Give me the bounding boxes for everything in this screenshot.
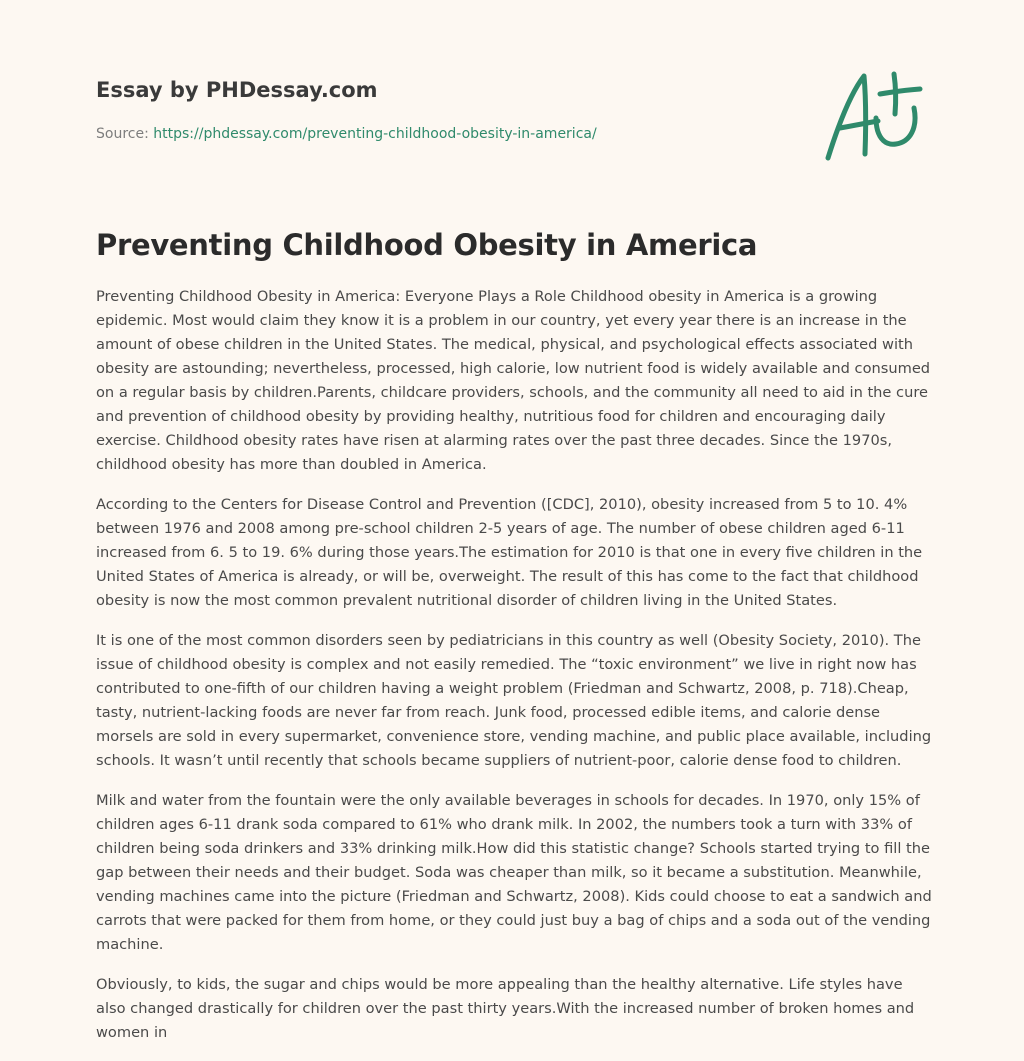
essay-header <box>96 76 796 144</box>
essay-paragraph: Obviously, to kids, the sugar and chips would be more appealing than the healthy alternative. Life styles have also changed drastically for children over the past thirty years.With the increased number of broken homes and women in <box>96 976 915 1041</box>
essay-paragraph: It is one of the most common disorders seen by pediatricians in this country as well (Obesity Society, 2010). The issue of childhood obesity is complex and not easily remedied. The “toxic environment” we live in right now has contributed to one-fifth of our children having a weight problem (Friedman and Schwartz, 2008, p. 718).Cheap, tasty, nutrient-lacking foods are never far from reach. Junk food, processed edible items, and calorie dense morsels are sold in every supermarket, convenience store, vending machine, and public place available, including schools. It wasn’t until recently that schools became suppliers of nutrient-poor, calorie dense food to children. <box>96 632 932 769</box>
source-link[interactable]: https://phdessay.com/preventing-childhood-obesity-in-america/ <box>153 126 597 142</box>
essay-paragraph: Milk and water from the fountain were the only available beverages in schools for decades. In 1970, only 15% of children ages 6-11 drank soda compared to 61% who drank milk. In 2002, the numbers took a turn with 33% of children being soda drinkers and 33% drinking milk.How did this statistic change? Schools started trying to fill the gap between their needs and their budget. Soda was cheaper than milk, so it became a substitution. Meanwhile, vending machines came into the picture (Friedman and Schwartz, 2008). Kids could choose to eat a sandwich and carrots that were packed for them from home, or they could just buy a bag of chips and a soda out of the vending machine. <box>96 792 932 953</box>
essay-paragraph: Preventing Childhood Obesity in America: Everyone Plays a Role Childhood obesity in America is a growing epidemic. Most would claim they know it is a problem in our country, yet every year there is an increase in the amount of obese children in the United States. The medical, physical, and psychological effects associated with obesity are astounding; nevertheless, processed, high calorie, low nutrient food is widely available and consumed on a regular basis by children.Parents, childcare providers, schools, and the community all need to aid in the cure and prevention of childhood obesity by providing healthy, nutritious food for children and encouraging daily exercise. Childhood obesity rates have risen at alarming rates over the past three decades. Since the 1970s, childhood obesity has more than doubled in America. <box>96 288 931 473</box>
site-brand: Essay by PHDessay.com <box>96 78 378 102</box>
source-line <box>96 124 796 144</box>
a-plus-grade-icon <box>818 66 928 166</box>
essay-body <box>96 285 932 1061</box>
essay-title: Preventing Childhood Obesity in America <box>96 228 758 262</box>
essay-paragraph: According to the Centers for Disease Control and Prevention ([CDC], 2010), obesity increased from 5 to 10. 4% between 1976 and 2008 among pre-school children 2-5 years of age. The number of obese children aged 6-11 increased from 6. 5 to 19. 6% during those years.The estimation for 2010 is that one in every five children in the United States of America is already, or will be, overweight. The result of this has come to the fact that childhood obesity is now the most common prevalent nutritional disorder of children living in the United States. <box>96 496 923 609</box>
source-label: Source: <box>96 126 149 142</box>
